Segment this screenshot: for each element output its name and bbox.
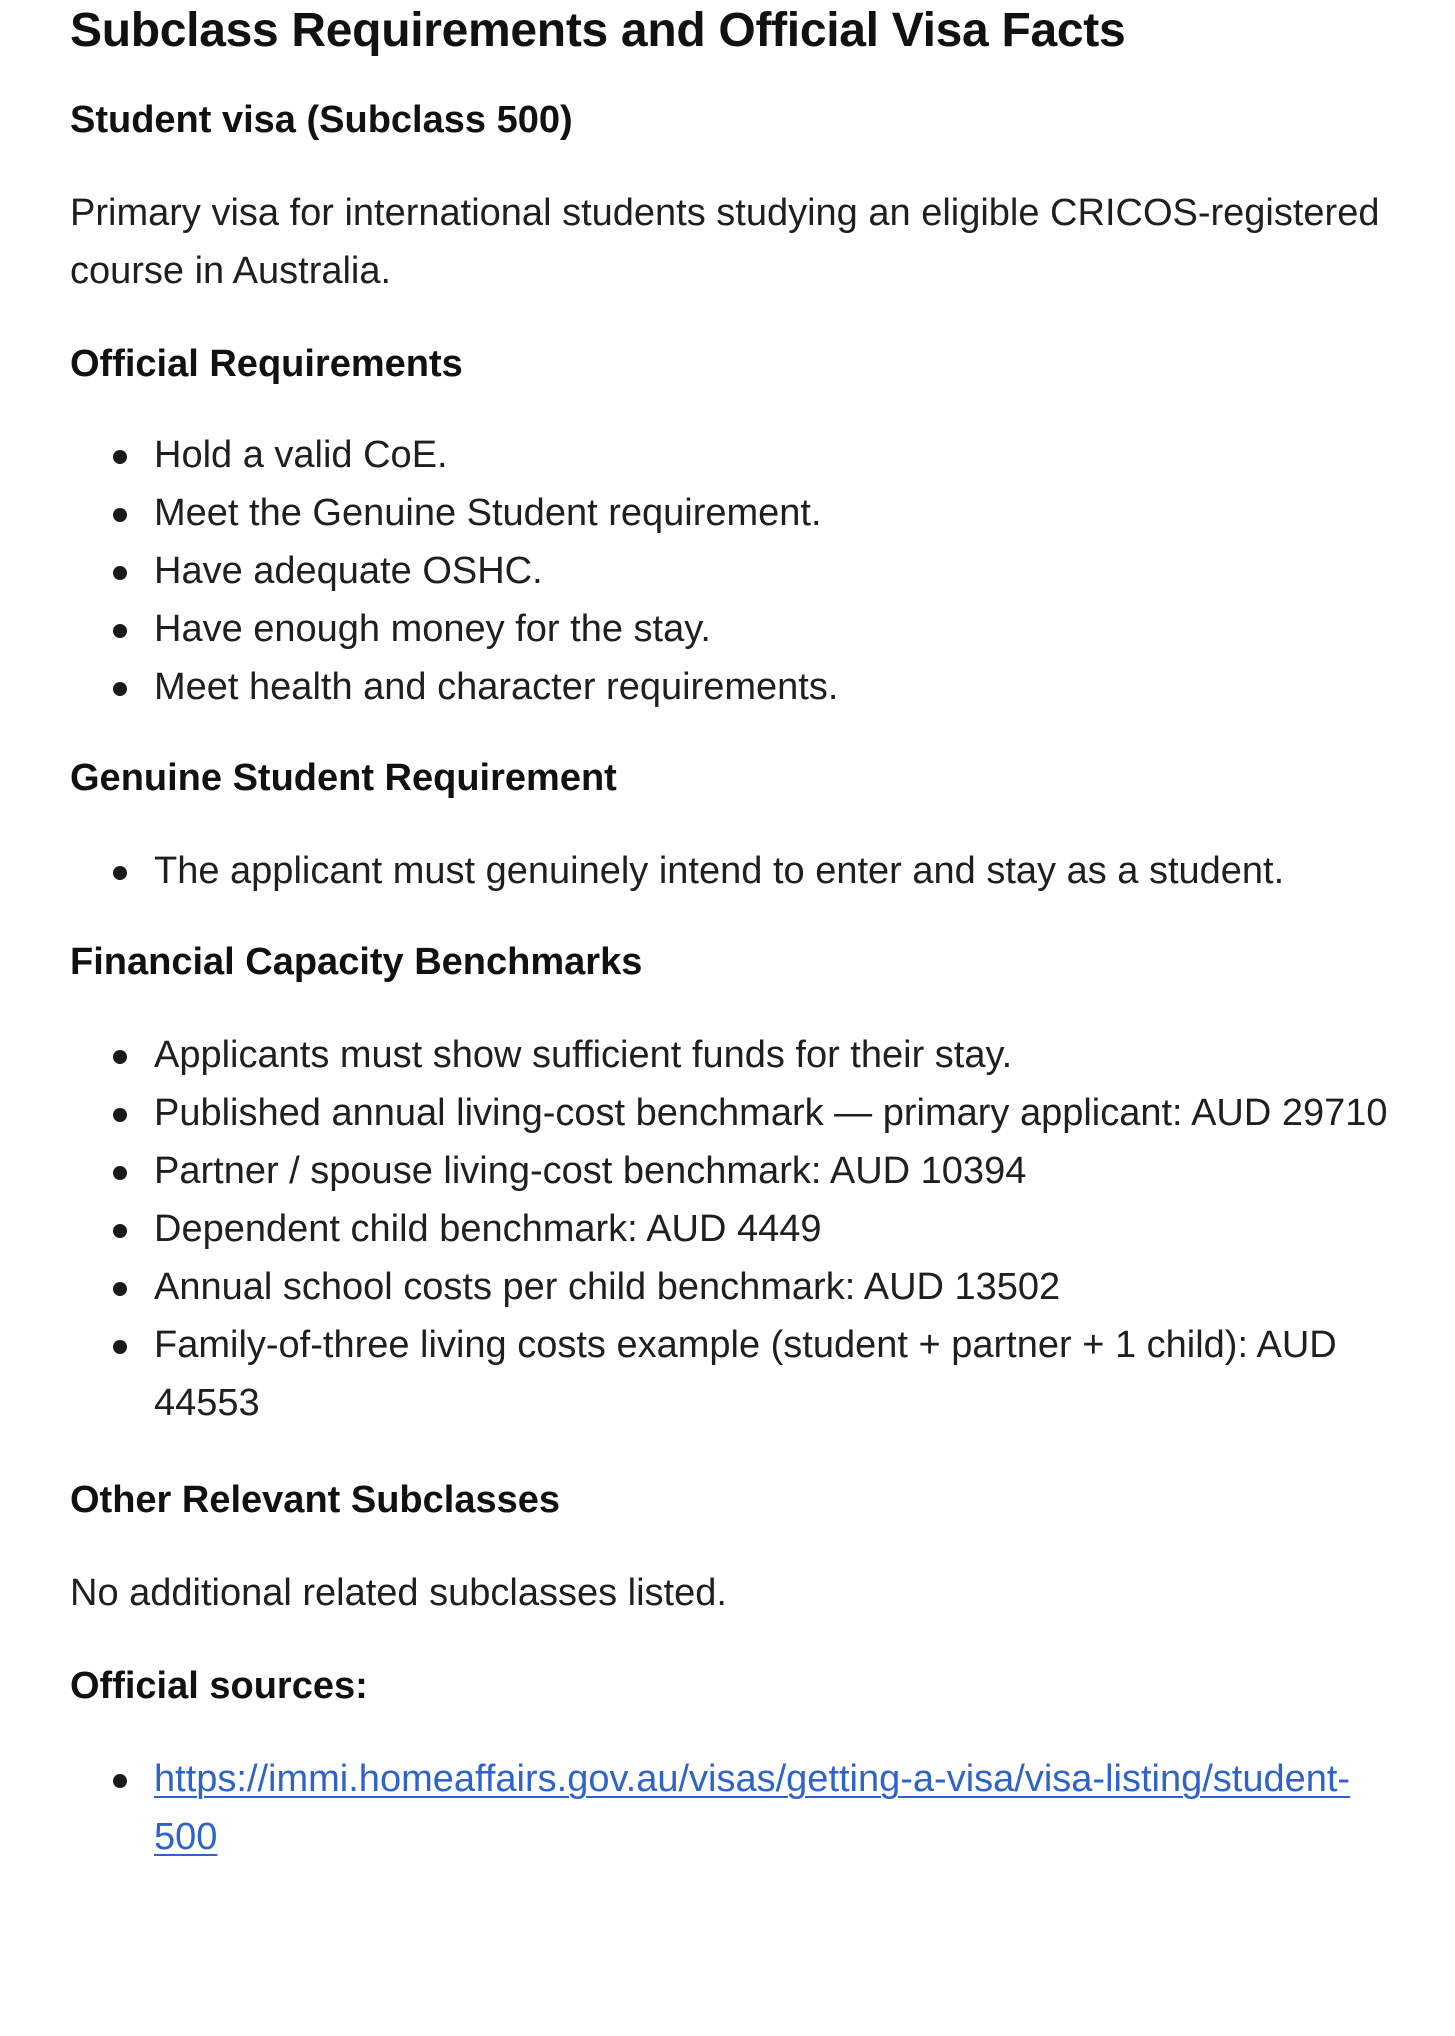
list-item: Have enough money for the stay. xyxy=(154,600,1395,658)
official-sources-heading: Official sources: xyxy=(70,1665,368,1707)
page-title: Subclass Requirements and Official Visa Facts xyxy=(70,4,1126,57)
list-item xyxy=(154,1750,1395,1866)
genuine-student-list xyxy=(70,842,1395,900)
list-item: Annual school costs per child benchmark: AUD 13502 xyxy=(154,1258,1395,1316)
list-item: Hold a valid CoE. xyxy=(154,426,1395,484)
list-item: Have adequate OSHC. xyxy=(154,542,1395,600)
other-subclasses-heading: Other Relevant Subclasses xyxy=(70,1479,560,1521)
student-500-source-link[interactable]: https://immi.homeaffairs.gov.au/visas/getting-a-visa/visa-listing/student-500 xyxy=(154,1758,1351,1858)
list-item: Published annual living-cost benchmark — primary applicant: AUD 29710 xyxy=(154,1084,1395,1142)
list-item: The applicant must genuinely intend to enter and stay as a student. xyxy=(154,842,1395,900)
official-sources-list xyxy=(70,1750,1395,1866)
student-visa-heading: Student visa (Subclass 500) xyxy=(70,99,573,141)
financial-capacity-heading: Financial Capacity Benchmarks xyxy=(70,941,643,983)
list-item: Family-of-three living costs example (student + partner + 1 child): AUD 44553 xyxy=(154,1316,1395,1432)
official-requirements-heading: Official Requirements xyxy=(70,343,463,385)
official-requirements-list xyxy=(70,426,1395,716)
list-item: Meet health and character requirements. xyxy=(154,658,1395,716)
list-item: Partner / spouse living-cost benchmark: AUD 10394 xyxy=(154,1142,1395,1200)
list-item: Meet the Genuine Student requirement. xyxy=(154,484,1395,542)
list-item: Dependent child benchmark: AUD 4449 xyxy=(154,1200,1395,1258)
other-subclasses-text: No additional related subclasses listed. xyxy=(70,1572,727,1614)
financial-capacity-list xyxy=(70,1026,1395,1432)
genuine-student-heading: Genuine Student Requirement xyxy=(70,757,617,799)
list-item: Applicants must show sufficient funds for their stay. xyxy=(154,1026,1395,1084)
student-visa-description: Primary visa for international students studying an eligible CRICOS-registered course in Australia. xyxy=(70,192,1380,292)
